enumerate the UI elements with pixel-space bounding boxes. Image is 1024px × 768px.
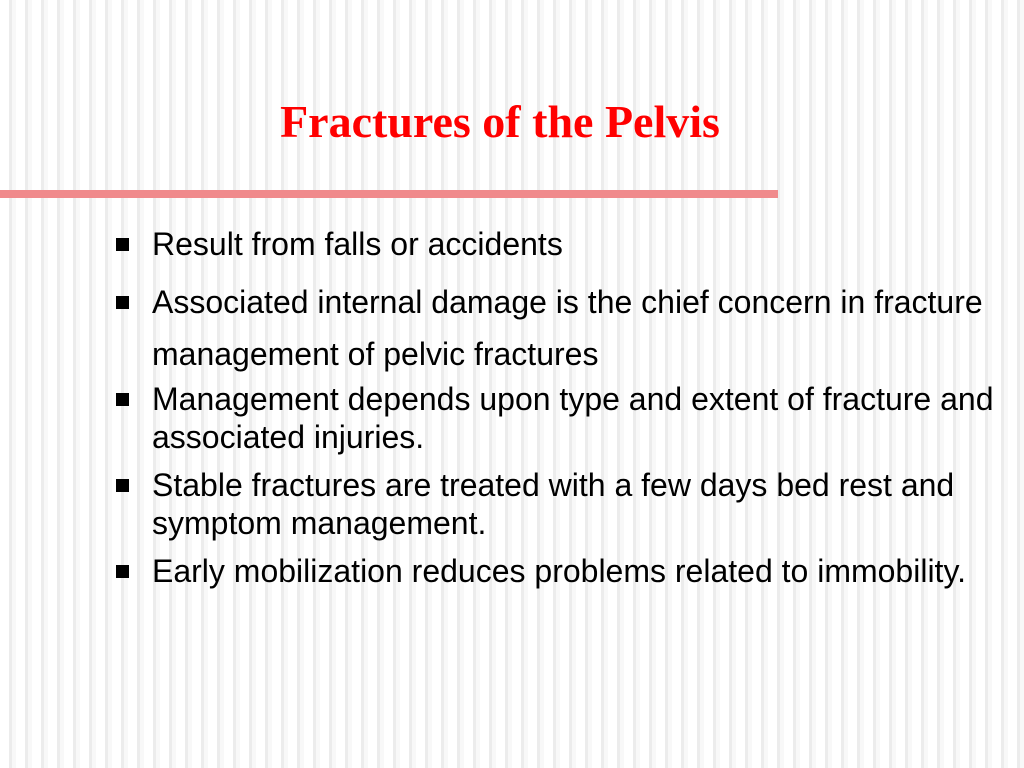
bullet-item	[112, 466, 1012, 542]
bullet-item	[112, 552, 1012, 590]
bullet-list	[112, 222, 1012, 590]
bullet-item	[112, 380, 1012, 456]
bullet-text: Associated internal damage is the chief concern in fracture management of pelvic fractures	[152, 284, 983, 372]
square-bullet-icon	[116, 393, 129, 406]
slide-title: Fractures of the Pelvis	[280, 96, 720, 147]
square-bullet-icon	[116, 296, 129, 309]
square-bullet-icon	[116, 565, 129, 578]
bullet-text: Stable fractures are treated with a few days bed rest and symptom management.	[152, 467, 955, 541]
square-bullet-icon	[116, 479, 129, 492]
square-bullet-icon	[116, 238, 129, 251]
bullet-text: Early mobilization reduces problems related to immobility.	[152, 553, 966, 589]
bullet-text: Result from falls or accidents	[152, 226, 563, 262]
bullet-item	[112, 276, 1012, 380]
bullet-item	[112, 222, 1012, 266]
bullet-text: Management depends upon type and extent of fracture and associated injuries.	[152, 381, 994, 455]
title-divider	[0, 190, 778, 198]
